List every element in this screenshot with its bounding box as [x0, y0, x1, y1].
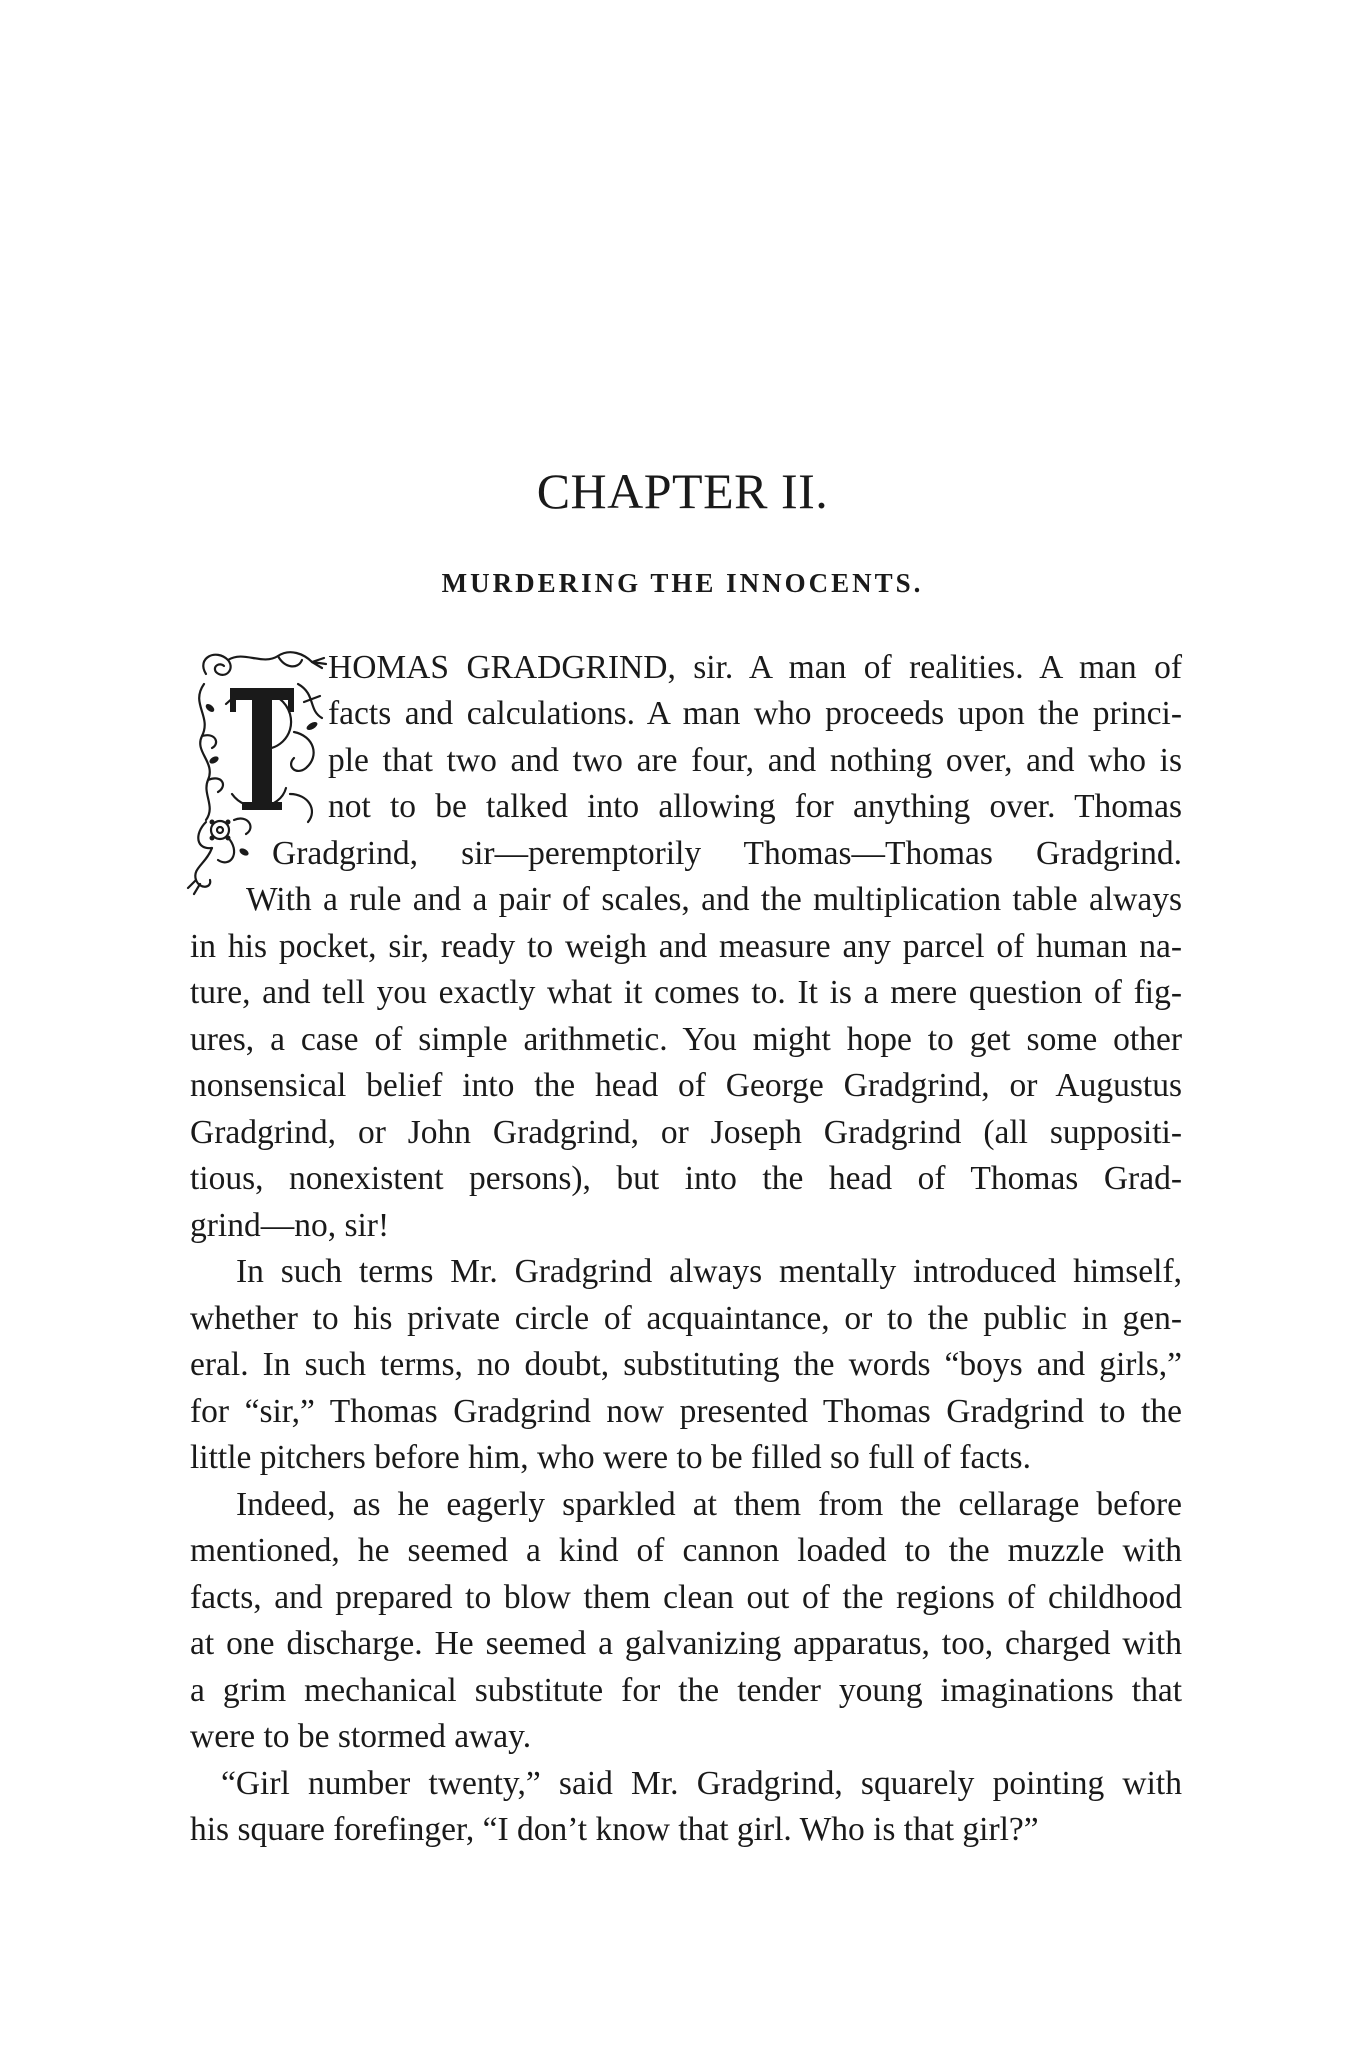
text-line: With a rule and a pair of scales, and the multiplication table always — [246, 881, 1182, 918]
text-line: tious, nonexistent persons), but into the head of Thomas Grad- — [190, 1160, 1182, 1197]
text-line: nonsensical belief into the head of George Gradgrind, or Augustus — [190, 1067, 1182, 1104]
text-line: In such terms Mr. Gradgrind always mentally introduced himself, — [236, 1253, 1182, 1290]
chapter-subtitle: MURDERING THE INNOCENTS. — [441, 568, 924, 598]
text-line: not to be talked into allowing for anything over. Thomas — [328, 788, 1182, 825]
text-line: were to be stormed away. — [190, 1718, 532, 1755]
text-line: at one discharge. He seemed a galvanizing apparatus, too, charged with — [190, 1625, 1182, 1662]
text-line: facts, and prepared to blow them clean out of the regions of childhood — [190, 1579, 1182, 1616]
text-line: mentioned, he seemed a kind of cannon loaded to the muzzle with — [190, 1532, 1182, 1569]
text-line: little pitchers before him, who were to be filled so full of facts. — [190, 1439, 1031, 1476]
text-line: ple that two and two are four, and nothing over, and who is — [328, 742, 1182, 779]
text-line: Gradgrind, or John Gradgrind, or Joseph Gradgrind (all suppositi- — [190, 1114, 1182, 1151]
text-line: facts and calculations. A man who proceeds upon the princi- — [328, 695, 1182, 732]
text-line: whether to his private circle of acquaintance, or to the public in gen- — [190, 1300, 1182, 1337]
text-line: his square forefinger, “I don’t know that girl. Who is that girl?” — [190, 1811, 1039, 1848]
text-line: for “sir,” Thomas Gradgrind now presented Thomas Gradgrind to the — [190, 1393, 1182, 1430]
text-line: HOMAS GRADGRIND, sir. A man of realities. A man of — [328, 649, 1182, 686]
text-line: a grim mechanical substitute for the tender young imaginations that — [190, 1672, 1182, 1709]
text-line: “Girl number twenty,” said Mr. Gradgrind, squarely pointing with — [221, 1765, 1182, 1802]
text-line: ures, a case of simple arithmetic. You might hope to get some other — [190, 1021, 1182, 1058]
text-line: Gradgrind, sir—peremptorily Thomas—Thomas Gradgrind. — [272, 835, 1182, 872]
text-line: grind—no, sir! — [190, 1207, 390, 1244]
text-line: Indeed, as he eagerly sparkled at them from the cellarage before — [236, 1486, 1182, 1523]
chapter-title: CHAPTER II. — [536, 463, 829, 519]
text-line: ture, and tell you exactly what it comes to. It is a mere question of fig- — [190, 974, 1182, 1011]
text-line: eral. In such terms, no doubt, substituting the words “boys and girls,” — [190, 1346, 1182, 1383]
text-line: in his pocket, sir, ready to weigh and measure any parcel of human na- — [190, 928, 1182, 965]
